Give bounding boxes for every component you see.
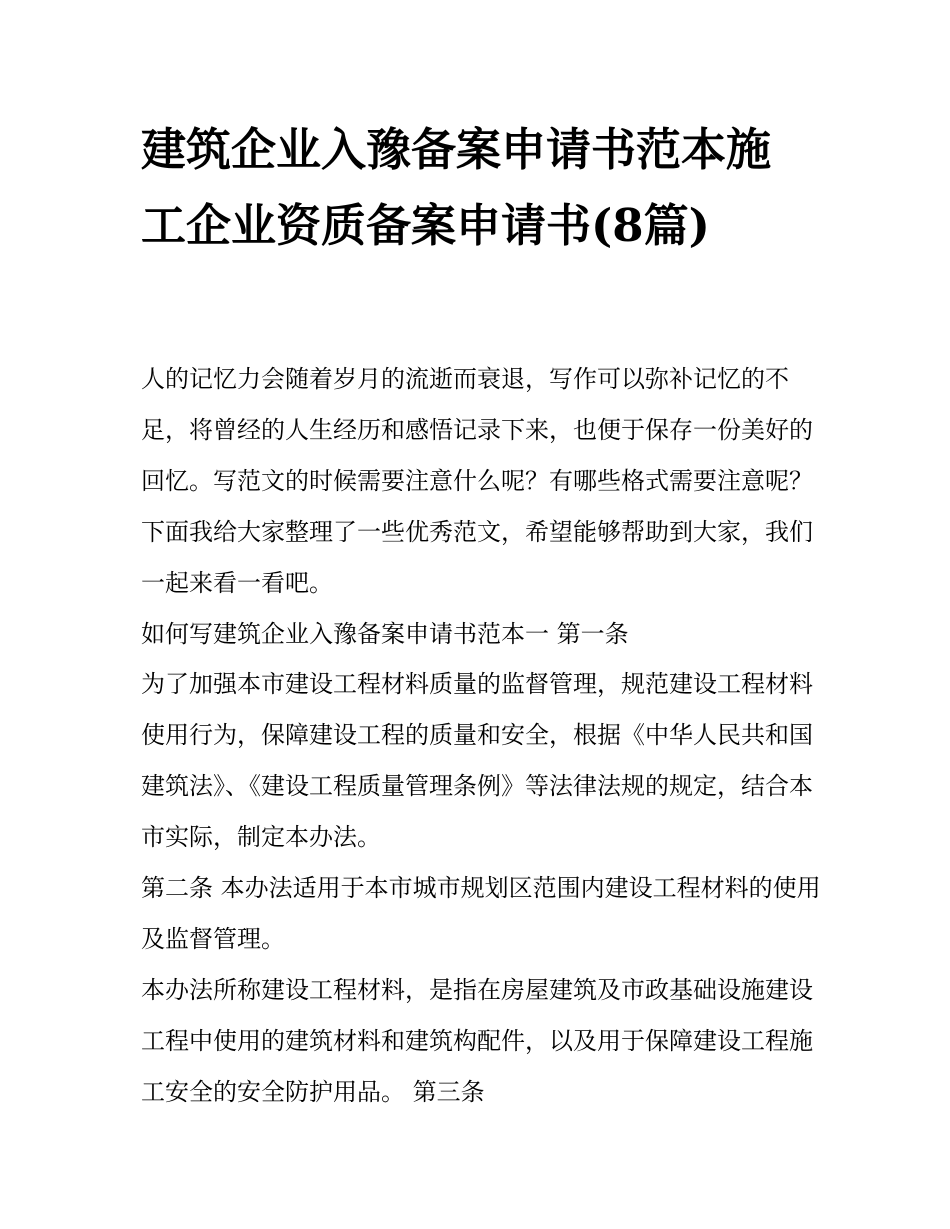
paragraph-heading-one: 如何写建筑企业入豫备案申请书范本一 第一条 (141, 620, 629, 648)
paragraph-materials-definition: 本办法所称建设工程材料，是指在房屋建筑及市政基础设施建设工程中使用的建筑材料和建筑构配件，以及用于保障建设工程施工安全的安全防护用品。 第三条 (141, 976, 813, 1106)
document-title: 建筑企业入豫备案申请书范本施工企业资质备案申请书(8篇) (141, 123, 772, 252)
document-body (141, 354, 821, 1118)
paragraph-article-one: 为了加强本市建设工程材料质量的监督管理，规范建设工程材料使用行为，保障建设工程的质量和安全，根据《中华人民共和国建筑法》、《建设工程质量管理条例》等法律法规的规定，结合本市实际，制定本办法。 (141, 670, 813, 851)
paragraph-intro: 人的记忆力会随着岁月的流逝而衰退，写作可以弥补记忆的不足，将曾经的人生经历和感悟记录下来，也便于保存一份美好的回忆。写范文的时候需要注意什么呢？有哪些格式需要注意呢？下面我给大家整理了一些优秀范文，希望能够帮助到大家，我们一起来看一看吧。 (141, 365, 813, 597)
paragraph-article-two: 第二条 本办法适用于本市城市规划区范围内建设工程材料的使用及监督管理。 (141, 874, 821, 953)
